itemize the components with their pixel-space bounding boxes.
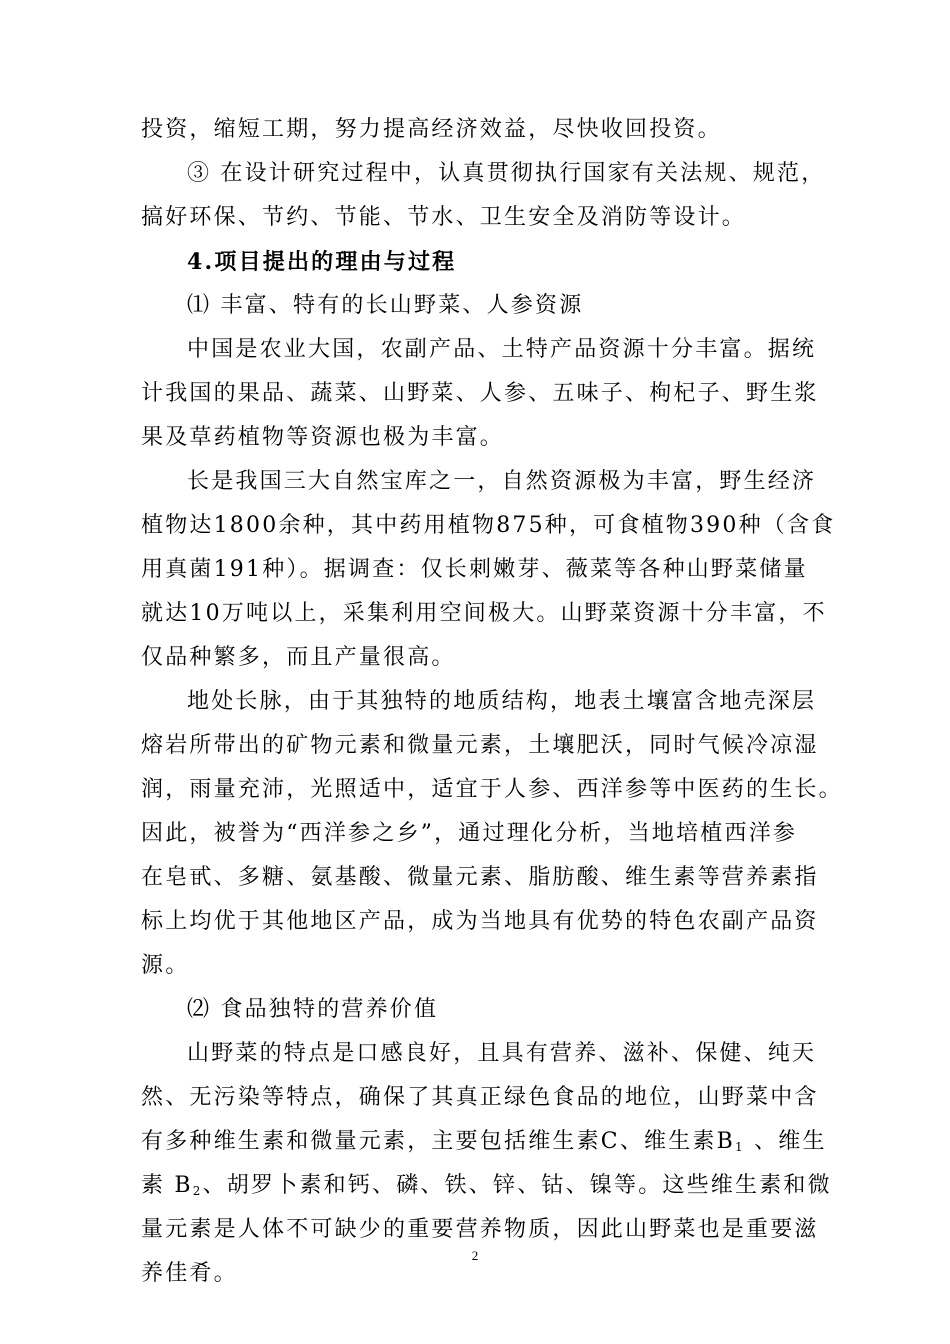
text-line: 中国是农业大国，农副产品、土特产品资源十分丰富。据统 xyxy=(187,337,817,362)
text-line: 山野菜的特点是口感良好，且具有营养、滋补、保健、纯天 xyxy=(187,1041,817,1066)
text-line: 在皂甙、多糖、氨基酸、微量元素、脂肪酸、维生素等营养素指 xyxy=(141,865,819,890)
text-line: 搞好环保、节约、节能、节水、卫生安全及消防等设计。 xyxy=(141,205,747,230)
text-line: 养佳肴。 xyxy=(141,1261,238,1286)
text-line: 投资，缩短工期，努力提高经济效益，尽快收回投资。 xyxy=(141,117,722,142)
text-line xyxy=(141,1164,836,1208)
text-line: 然、无污染等特点，确保了其真正绿色食品的地位，山野菜中含 xyxy=(141,1085,819,1110)
text-run: 素 B xyxy=(141,1173,193,1198)
text-line: 用真菌191种）。据调查：仅长刺嫩芽、薇菜等各种山野菜储量 xyxy=(141,557,808,582)
text-line xyxy=(141,1120,836,1164)
text-line: 标上均优于其他地区产品，成为当地具有优势的特色农副产品资 xyxy=(141,909,819,934)
subsection-heading: ⑴ 丰富、特有的长山野菜、人参资源 xyxy=(187,293,584,318)
text-line: 长是我国三大自然宝库之一，自然资源极为丰富，野生经济 xyxy=(187,469,817,494)
text-line: 因此，被誉为“西洋参之乡”，通过理化分析，当地培植西洋参 xyxy=(141,821,798,846)
text-line: 果及草药植物等资源也极为丰富。 xyxy=(141,425,505,450)
text-line: 熔岩所带出的矿物元素和微量元素，土壤肥沃，同时气候冷凉湿 xyxy=(141,733,819,758)
text-line: 计我国的果品、蔬菜、山野菜、人参、五味子、枸杞子、野生浆 xyxy=(141,381,819,406)
text-line: ③ 在设计研究过程中，认真贯彻执行国家有关法规、规范， xyxy=(187,161,826,186)
text-line: 地处长脉，由于其独特的地质结构，地表土壤富含地壳深层 xyxy=(187,689,817,714)
section-heading: 4.项目提出的理由与过程 xyxy=(187,249,457,275)
text-line: 量元素是人体不可缺少的重要营养物质，因此山野菜也是重要滋 xyxy=(141,1217,819,1242)
subscript: 2 xyxy=(192,1184,203,1198)
text-run: 、维生 xyxy=(754,1129,827,1154)
page-number: 2 xyxy=(471,1248,479,1263)
text-line: 仅品种繁多，而且产量很高。 xyxy=(141,645,456,670)
subscript: 1 xyxy=(735,1140,745,1154)
text-run: 有多种维生素和微量元素，主要包括维生素C、维生素B xyxy=(141,1129,736,1154)
subsection-heading: ⑵ 食品独特的营养价值 xyxy=(187,997,439,1022)
text-line: 就达10万吨以上，采集利用空间极大。山野菜资源十分丰富，不 xyxy=(141,601,827,626)
text-line: 源。 xyxy=(141,953,190,978)
text-run: 、胡罗卜素和钙、磷、铁、锌、钴、镍等。这些维生素和微 xyxy=(202,1173,832,1198)
text-line: 润，雨量充沛，光照适中，适宜于人参、西洋参等中医药的生长。 xyxy=(141,777,843,802)
text-line: 植物达1800余种，其中药用植物875种，可食植物390种（含食 xyxy=(141,513,836,538)
document-body xyxy=(141,108,843,1296)
